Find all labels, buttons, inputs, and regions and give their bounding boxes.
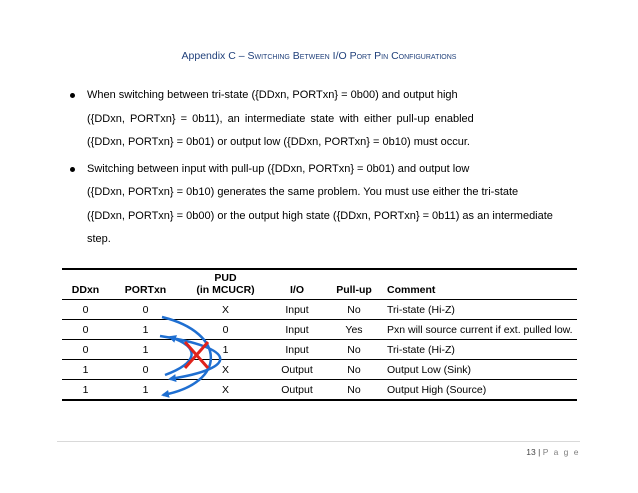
bullet-line: ({DDxn, PORTxn} = 0b11), an intermediate state with either pull-up enabled bbox=[87, 112, 474, 125]
cell-pud: X bbox=[182, 380, 269, 401]
table-row bbox=[62, 300, 577, 320]
bullet-item bbox=[70, 158, 590, 252]
cell-io: Output bbox=[269, 360, 325, 380]
cell-pullup: No bbox=[325, 300, 383, 320]
cell-pullup: Yes bbox=[325, 320, 383, 340]
table-header-row bbox=[62, 269, 577, 300]
bullet-line: ({DDxn, PORTxn} = 0b10) generates the same problem. You must use either the tri-state bbox=[87, 186, 519, 198]
cell-ddxn: 0 bbox=[62, 320, 109, 340]
cell-comment: Tri-state (Hi-Z) bbox=[383, 300, 577, 320]
header-ddxn: DDxn bbox=[71, 284, 100, 296]
cell-portxn: 0 bbox=[109, 300, 182, 320]
header-pullup: Pull-up bbox=[336, 284, 372, 296]
table-row bbox=[62, 340, 577, 360]
bullet-line: ({DDxn, PORTxn} = 0b00) or the output high state ({DDxn, PORTxn} = 0b11) as an intermediate bbox=[87, 209, 553, 222]
cell-pud: 0 bbox=[182, 320, 269, 340]
header-io: I/O bbox=[289, 284, 304, 296]
cell-pud: X bbox=[182, 300, 269, 320]
bullet-item bbox=[70, 84, 590, 155]
table-row bbox=[62, 360, 577, 380]
cell-comment: Output Low (Sink) bbox=[383, 360, 577, 380]
header-portxn: PORTxn bbox=[124, 284, 167, 296]
page-title bbox=[0, 50, 638, 62]
bullet-line: ({DDxn, PORTxn} = 0b01) or output low ({DDxn, PORTxn} = 0b10) must occur. bbox=[87, 136, 470, 148]
header-pud bbox=[182, 269, 269, 300]
port-pin-config-table bbox=[62, 268, 577, 401]
cell-ddxn: 0 bbox=[62, 300, 109, 320]
cell-portxn: 1 bbox=[109, 380, 182, 401]
cell-io: Output bbox=[269, 380, 325, 401]
cell-ddxn: 0 bbox=[62, 340, 109, 360]
header-pud-line2: (in MCUCR) bbox=[196, 284, 255, 296]
cell-io: Input bbox=[269, 340, 325, 360]
cell-pullup: No bbox=[325, 340, 383, 360]
cell-pud: X bbox=[182, 360, 269, 380]
cell-comment: Pxn will source current if ext. pulled low. bbox=[383, 320, 577, 340]
cell-portxn: 1 bbox=[109, 320, 182, 340]
bullet-dot-icon bbox=[70, 167, 75, 172]
footer-divider bbox=[57, 441, 580, 442]
cell-ddxn: 1 bbox=[62, 380, 109, 401]
cell-pullup: No bbox=[325, 360, 383, 380]
bullet-list bbox=[70, 84, 590, 252]
bullet-line: step. bbox=[87, 233, 111, 245]
cell-portxn: 0 bbox=[109, 360, 182, 380]
page-number: 13 bbox=[526, 447, 536, 457]
port-pin-config-table-wrapper bbox=[62, 268, 577, 401]
header-pud-line1: PUD bbox=[214, 272, 237, 284]
bullet-line: When switching between tri-state ({DDxn, PORTxn} = 0b00) and output high bbox=[87, 89, 458, 101]
cell-pud: 1 bbox=[182, 340, 269, 360]
header-comment: Comment bbox=[387, 284, 436, 296]
title-small-caps: Switching Between I/O Port Pin Configurations bbox=[247, 50, 457, 62]
page-word: P a g e bbox=[542, 447, 580, 457]
cell-io: Input bbox=[269, 300, 325, 320]
cell-ddxn: 1 bbox=[62, 360, 109, 380]
table-row bbox=[62, 380, 577, 401]
bullet-line: Switching between input with pull-up ({DDxn, PORTxn} = 0b01) and output low bbox=[87, 162, 470, 175]
page-footer bbox=[526, 447, 580, 457]
footer-separator: | bbox=[538, 447, 541, 457]
bullet-dot-icon bbox=[70, 93, 75, 98]
table-row bbox=[62, 320, 577, 340]
cell-pullup: No bbox=[325, 380, 383, 401]
cell-comment: Tri-state (Hi-Z) bbox=[383, 340, 577, 360]
cell-comment: Output High (Source) bbox=[383, 380, 577, 401]
cell-portxn: 1 bbox=[109, 340, 182, 360]
cell-io: Input bbox=[269, 320, 325, 340]
title-prefix: Appendix C – bbox=[181, 50, 248, 62]
